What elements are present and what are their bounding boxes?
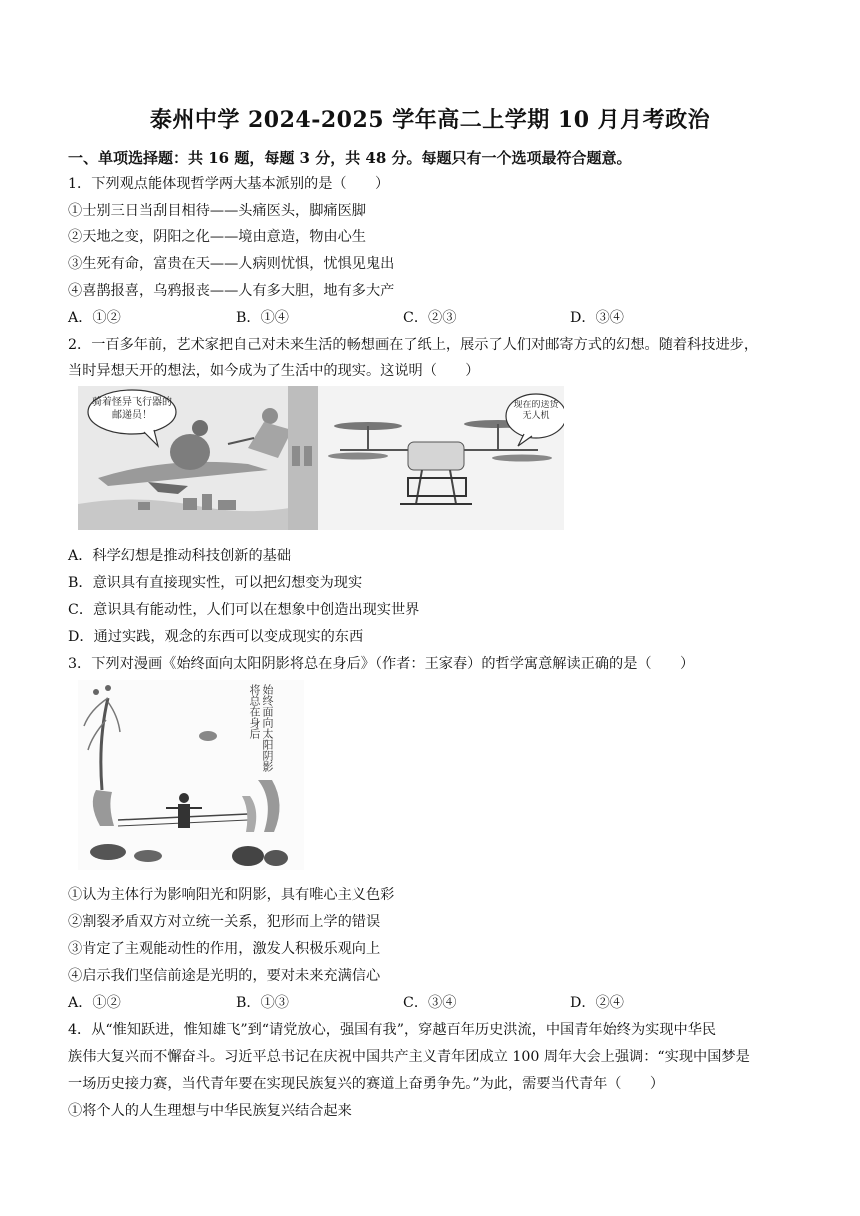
q2-option-a: A．科学幻想是推动科技创新的基础 xyxy=(68,548,292,564)
q1-option-a: A．①② xyxy=(68,310,121,326)
q1-option-d: D．③④ xyxy=(570,310,624,326)
q2-option-c: C．意识具有能动性，人们可以在想象中创造出现实世界 xyxy=(68,602,420,618)
q1-item-4: ④喜鹊报喜，乌鸦报丧——人有多大胆，地有多大产 xyxy=(68,283,395,299)
q3-item-1: ①认为主体行为影响阳光和阴影，具有唯心主义色彩 xyxy=(68,887,395,903)
q2-stem-line1: 2．一百多年前，艺术家把自己对未来生活的畅想画在了纸上，展示了人们对邮寄方式的幻想。随着科技进步， xyxy=(68,337,759,353)
q3-option-b: B．①③ xyxy=(236,995,289,1011)
q1-item-2: ②天地之变，阴阳之化——境由意造，物由心生 xyxy=(68,229,366,245)
q3-option-d: D．②④ xyxy=(570,995,624,1011)
section-heading: 一、单项选择题：共 16 题，每题 3 分，共 48 分。每题只有一个选项最符合题意。 xyxy=(68,149,632,167)
q2-bubble-left-text: 骑着怪异飞行器的邮递员！ xyxy=(92,397,172,421)
q1-option-b: B．①④ xyxy=(236,310,289,326)
q1-stem: 1．下列观点能体现哲学两大基本派别的是（ ） xyxy=(68,176,390,192)
q4-stem-line2: 族伟大复兴而不懈奋斗。习近平总书记在庆祝中国共产主义青年团成立 100 周年大会上强调：“实现中国梦是 xyxy=(68,1049,750,1065)
q3-cartoon-caption: 始终面向太阳阴影将总在身后 xyxy=(248,684,274,772)
q4-item-1: ①将个人的人生理想与中华民族复兴结合起来 xyxy=(68,1103,352,1119)
q2-stem-line2: 当时异想天开的想法，如今成为了生活中的现实。这说明（ ） xyxy=(68,363,480,379)
q3-option-a: A．①② xyxy=(68,995,121,1011)
q3-cartoon xyxy=(78,680,304,870)
page-title: 泰州中学 2024-2025 学年高二上学期 10 月月考政治 xyxy=(149,107,711,133)
q4-stem-line1: 4．从“惟知跃进，惟知雄飞”到“请党放心，强国有我”，穿越百年历史洪流，中国青年始终为实现中华民 xyxy=(68,1022,717,1038)
q1-option-c: C．②③ xyxy=(403,310,457,326)
q2-bubble-right-text: 现在的送货无人机 xyxy=(513,400,559,421)
q2-option-b: B．意识具有直接现实性，可以把幻想变为现实 xyxy=(68,575,363,591)
q1-item-1: ①士别三日当刮目相待——头痛医头，脚痛医脚 xyxy=(68,203,366,219)
q3-item-2: ②割裂矛盾双方对立统一关系，犯形而上学的错误 xyxy=(68,914,381,930)
q2-illustration xyxy=(78,386,564,530)
q3-item-4: ④启示我们坚信前途是光明的，要对未来充满信心 xyxy=(68,968,381,984)
q2-option-d: D．通过实践，观念的东西可以变成现实的东西 xyxy=(68,629,364,645)
q1-item-3: ③生死有命，富贵在天——人病则忧惧，忧惧见鬼出 xyxy=(68,256,395,272)
q3-item-3: ③肯定了主观能动性的作用，激发人积极乐观向上 xyxy=(68,941,381,957)
q3-stem: 3．下列对漫画《始终面向太阳阴影将总在身后》（作者：王家春）的哲学寓意解读正确的是（ ） xyxy=(68,656,695,672)
q3-option-c: C．③④ xyxy=(403,995,457,1011)
q4-stem-line3: 一场历史接力赛，当代青年要在实现民族复兴的赛道上奋勇争先。”为此，需要当代青年（ ） xyxy=(68,1076,665,1092)
